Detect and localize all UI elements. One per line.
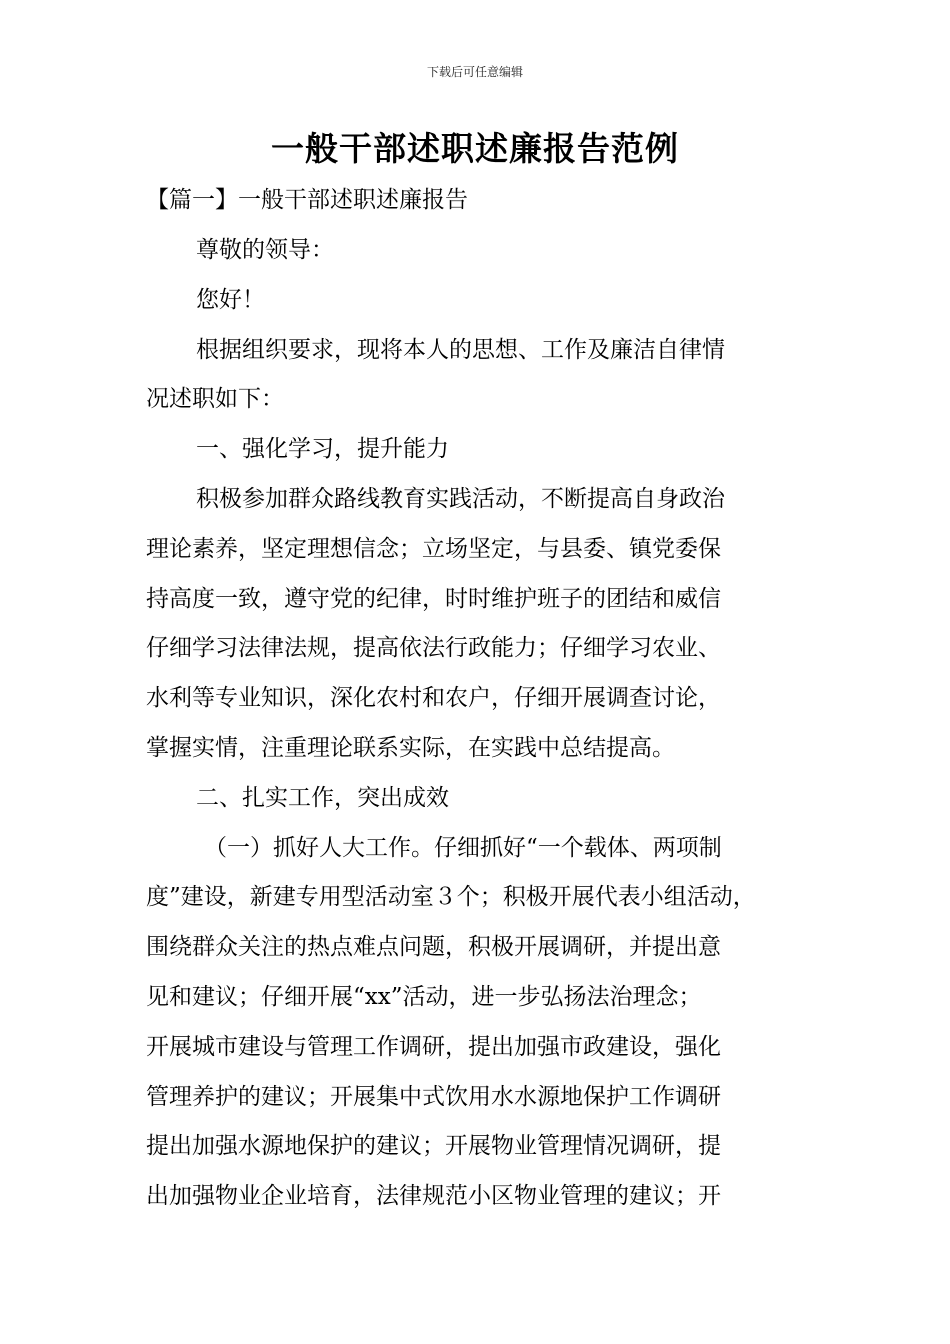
paragraph-line: 理论素养，坚定理想信念；立场坚定，与县委、镇党委保 [146, 535, 721, 562]
paragraph-line: 掌握实情，注重理论联系实际，在实践中总结提高。 [146, 734, 675, 761]
paragraph-line: 仔细学习法律法规，提高依法行政能力；仔细学习农业、 [146, 635, 721, 662]
paragraph-line: 水利等专业知识，深化农村和农户，仔细开展调查讨论， [146, 685, 721, 712]
paragraph-line: 出加强物业企业培育，法律规范小区物业管理的建议；开 [146, 1183, 721, 1210]
document-title: 一般干部述职述廉报告范例 [271, 129, 679, 168]
paragraph-line: 围绕群众关注的热点难点问题，积极开展调研，并提出意 [146, 934, 721, 961]
header-note: 下载后可任意编辑 [426, 65, 523, 79]
paragraph-line: 持高度一致，遵守党的纪律，时时维护班子的团结和威信 [146, 585, 721, 612]
paragraph-line: 管理养护的建议；开展集中式饮用水水源地保护工作调研 [146, 1083, 721, 1110]
section-heading: 【篇一】一般干部述职述廉报告 [146, 187, 468, 213]
subheading-line: 一、强化学习，提升能力 [196, 436, 449, 463]
paragraph-line: 见和建议；仔细开展“xx”活动，进一步弘扬法治理念； [146, 983, 702, 1010]
paragraph-line: 况述职如下： [146, 386, 284, 413]
paragraph-line: 根据组织要求，现将本人的思想、工作及廉洁自律情 [196, 336, 725, 363]
paragraph-line: 提出加强水源地保护的建议；开展物业管理情况调研，提 [146, 1133, 721, 1160]
paragraph-line: （一）抓好人大工作。仔细抓好“一个载体、两项制 [204, 834, 722, 861]
paragraph-line: 开展城市建设与管理工作调研，提出加强市政建设，强化 [146, 1033, 721, 1060]
paragraph-line: 度”建设，新建专用型活动室３个；积极开展代表小组活动， [146, 884, 756, 911]
paragraph-line: 积极参加群众路线教育实践活动，不断提高自身政治 [196, 485, 725, 512]
subheading-line: 二、扎实工作，突出成效 [196, 784, 449, 811]
salutation-line: 尊敬的领导： [196, 237, 334, 263]
document-body [146, 226, 826, 1222]
greeting-line: 您好！ [196, 286, 265, 313]
